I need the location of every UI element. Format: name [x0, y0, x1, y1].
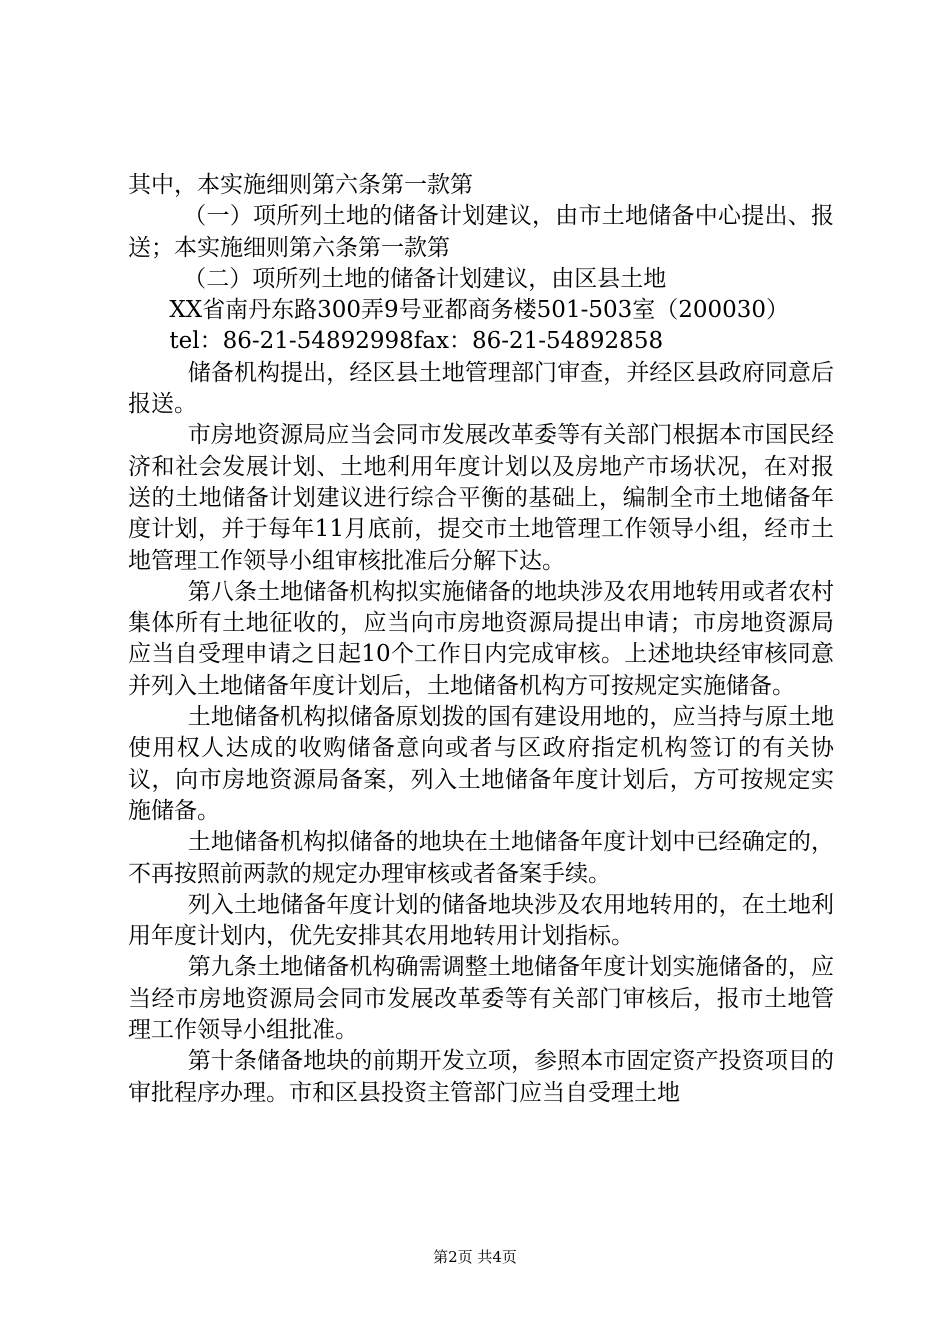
paragraph: 第十条储备地块的前期开发立项，参照本市固定资产投资项目的审批程序办理。市和区县投资主管部门应当自受理土地: [128, 1048, 834, 1106]
page-footer: [0, 1247, 950, 1267]
paragraph: 土地储备机构拟储备原划拨的国有建设用地的，应当持与原土地使用权人达成的收购储备意向或者与区政府指定机构签订的有关协议，向市房地资源局备案，列入土地储备年度计划后，方可按规定实施储备。: [128, 704, 834, 824]
paragraph: （一）项所列土地的储备计划建议，由市土地储备中心提出、报送；本实施细则第六条第一款第: [128, 203, 834, 261]
paragraph: 市房地资源局应当会同市发展改革委等有关部门根据本市国民经济和社会发展计划、土地利用年度计划以及房地产市场状况，在对报送的土地储备计划建议进行综合平衡的基础上，编制全市土地储备年度计划，并于每年11月底前，提交市土地管理工作领导小组，经市土地管理工作领导小组审核批准后分解下达。: [128, 422, 834, 574]
document-body: [128, 170, 834, 1109]
paragraph: 储备机构提出，经区县土地管理部门审查，并经区县政府同意后报送。: [128, 359, 834, 418]
paragraph: 第八条土地储备机构拟实施储备的地块涉及农用地转用或者农村集体所有土地征收的，应当向市房地资源局提出申请；市房地资源局应当自受理申请之日起10个工作日内完成审核。上述地块经审核同意并列入土地储备年度计划后，土地储备机构方可按规定实施储备。: [128, 578, 834, 699]
paragraph: 其中，本实施细则第六条第一款第: [128, 172, 473, 198]
address-line: XX省南丹东路300弄9号亚都商务楼501-503室（200030）: [169, 297, 790, 324]
paragraph: 列入土地储备年度计划的储备地块涉及农用地转用的，在土地利用年度计划内，优先安排其农用地转用计划指标。: [128, 891, 834, 950]
page-number-label: 第2页 共4页: [433, 1248, 517, 1266]
contact-line: tel：86-21-54892998fax：86-21-54892858: [169, 328, 664, 355]
paragraph: 第九条土地储备机构确需调整土地储备年度计划实施储备的，应当经市房地资源局会同市发展改革委等有关部门审核后，报市土地管理工作领导小组批准。: [128, 954, 834, 1044]
paragraph: （二）项所列土地的储备计划建议，由区县土地: [183, 265, 667, 292]
paragraph: 土地储备机构拟储备的地块在土地储备年度计划中已经确定的，不再按照前两款的规定办理审核或者备案手续。: [128, 829, 834, 887]
